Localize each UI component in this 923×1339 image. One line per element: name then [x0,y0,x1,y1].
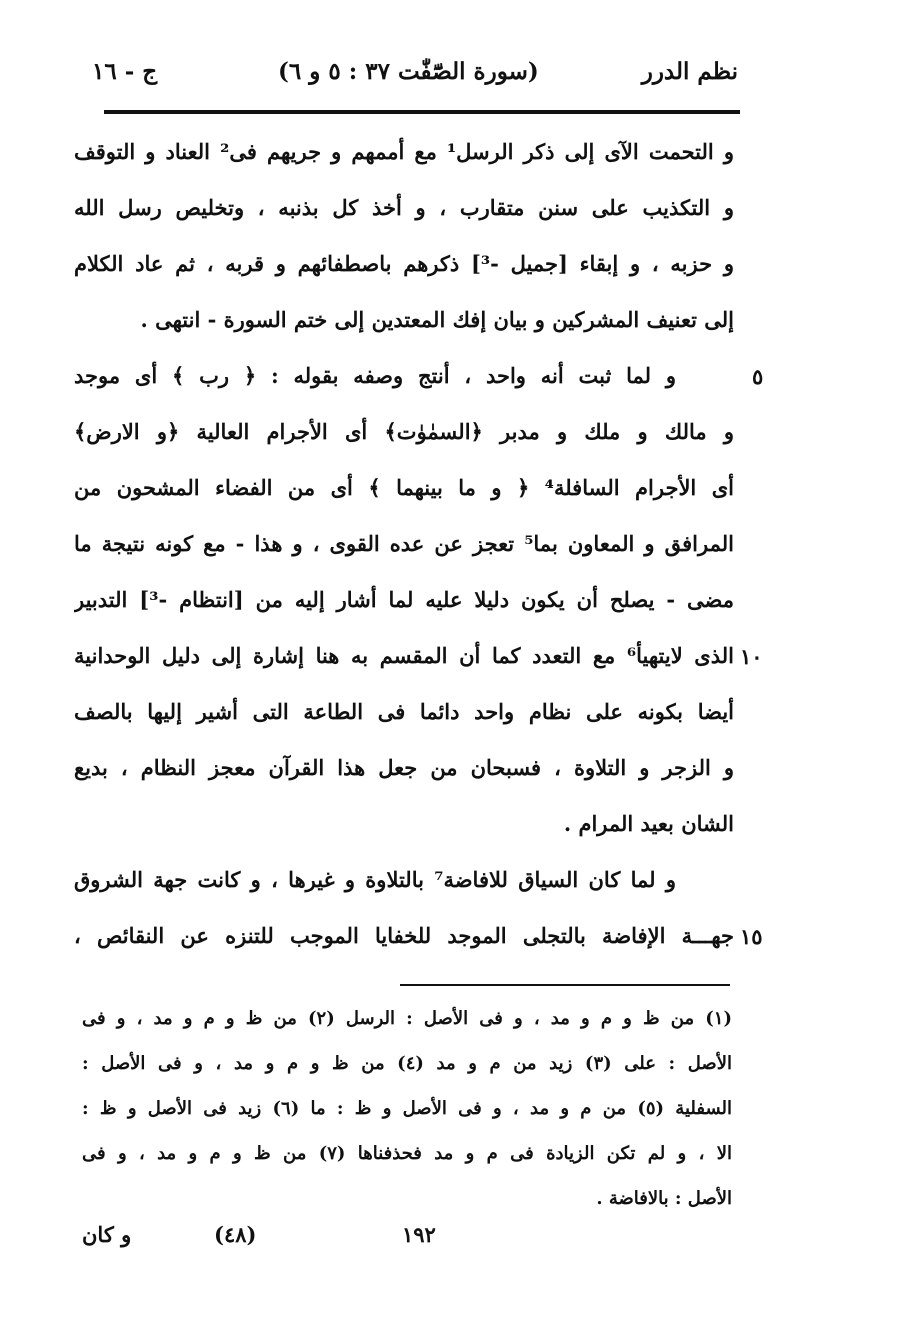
text-line: أيضا بكونه على نظام واحد دائما فى الطاعة التى أشير إليها بالصف [74,699,734,724]
text-line: و لما كان السياق للافاضة⁷ بالتلاوة و غيرها ، و كانت جهة الشروق [74,867,676,892]
main-text [74,124,734,964]
text-line: و التحمت الآى إلى ذكر الرسل¹ مع أممهم و جريهم فى² العناد و التوقف [74,139,734,164]
text-line: إلى تعنيف المشركين و بيان إفك المعتدين إلى ختم السورة - انتهى . [140,307,734,332]
sheet-number: (٤٨) [214,1222,257,1247]
line-number-5: ٥ [752,364,764,389]
book-title: نظم الدرر [641,58,738,85]
footnote-line: السفلية (٥) من م و مد ، و فى الأصل و ظ : ما (٦) زيد فى الأصل و ظ : [82,1098,732,1119]
text-line: مضى - يصلح أن يكون دليلا عليه لما أشار إليه من [انتظام -³] التدبير [74,587,734,612]
footnote-line: الا ، و لم تكن الزيادة فى م و مد فحذفناها (٧) من ظ و م و مد ، و فى [82,1143,732,1164]
footnote-line: الأصل : بالافاضة . [596,1188,732,1209]
footnote-line: الأصل : على (٣) زيد من م و مد (٤) من ظ و م و مد ، و فى الأصل : [82,1053,732,1074]
footnote-rule [400,984,730,986]
header-rule [104,110,740,114]
footnotes [82,996,732,1221]
page-number: ١٩٢ [402,1222,436,1247]
text-line: و لما ثبت أنه واحد ، أنتج وصفه بقوله : ﴿ رب ﴾ أى موجد [74,363,676,388]
running-header [78,58,738,98]
text-line: المرافق و المعاون بما⁵ تعجز عن عده القوى ، و هذا - مع كونه نتيجة ما [74,531,734,556]
sura-reference: (سورة الصّٓفّٰت ٣٧ : ٥ و ٦) [278,58,539,85]
volume-number: ج - ١٦ [92,58,158,85]
text-line: الذى لايتهيأ⁶ مع التعدد كما أن المقسم به هنا إشارة إلى دليل الوحدانية [74,643,734,668]
text-line: و حزبه ، و إبقاء [جميل -³] ذكرهم باصطفائهم و قربه ، ثم عاد الكلام [74,251,734,276]
catchword: و كان [82,1222,132,1247]
text-line: و مالك و ملك و مدبر ﴿السمٰوٰت﴾ أى الأجرام العالية ﴿و الارض﴾ [74,419,734,444]
line-number-15: ١٥ [740,924,763,949]
text-line: أى الأجرام السافلة⁴ ﴿ و ما بينهما ﴾ أى من الفضاء المشحون من [74,475,734,500]
text-line: جهـــة الإفاضة بالتجلى الموجد للخفايا الموجب للتنزه عن النقائص ، [74,923,734,948]
line-number-10: ١٠ [740,644,763,669]
text-line: الشان بعيد المرام . [563,811,734,836]
text-line: و الزجر و التلاوة ، فسبحان من جعل هذا القرآن معجز النظام ، بديع [74,755,734,780]
footnote-line: (١) من ظ و م و مد ، و فى الأصل : الرسل (٢) من ظ و م و مد ، و فى [82,1008,732,1029]
text-line: و التكذيب على سنن متقارب ، و أخذ كل بذنبه ، وتخليص رسل الله [74,195,734,220]
